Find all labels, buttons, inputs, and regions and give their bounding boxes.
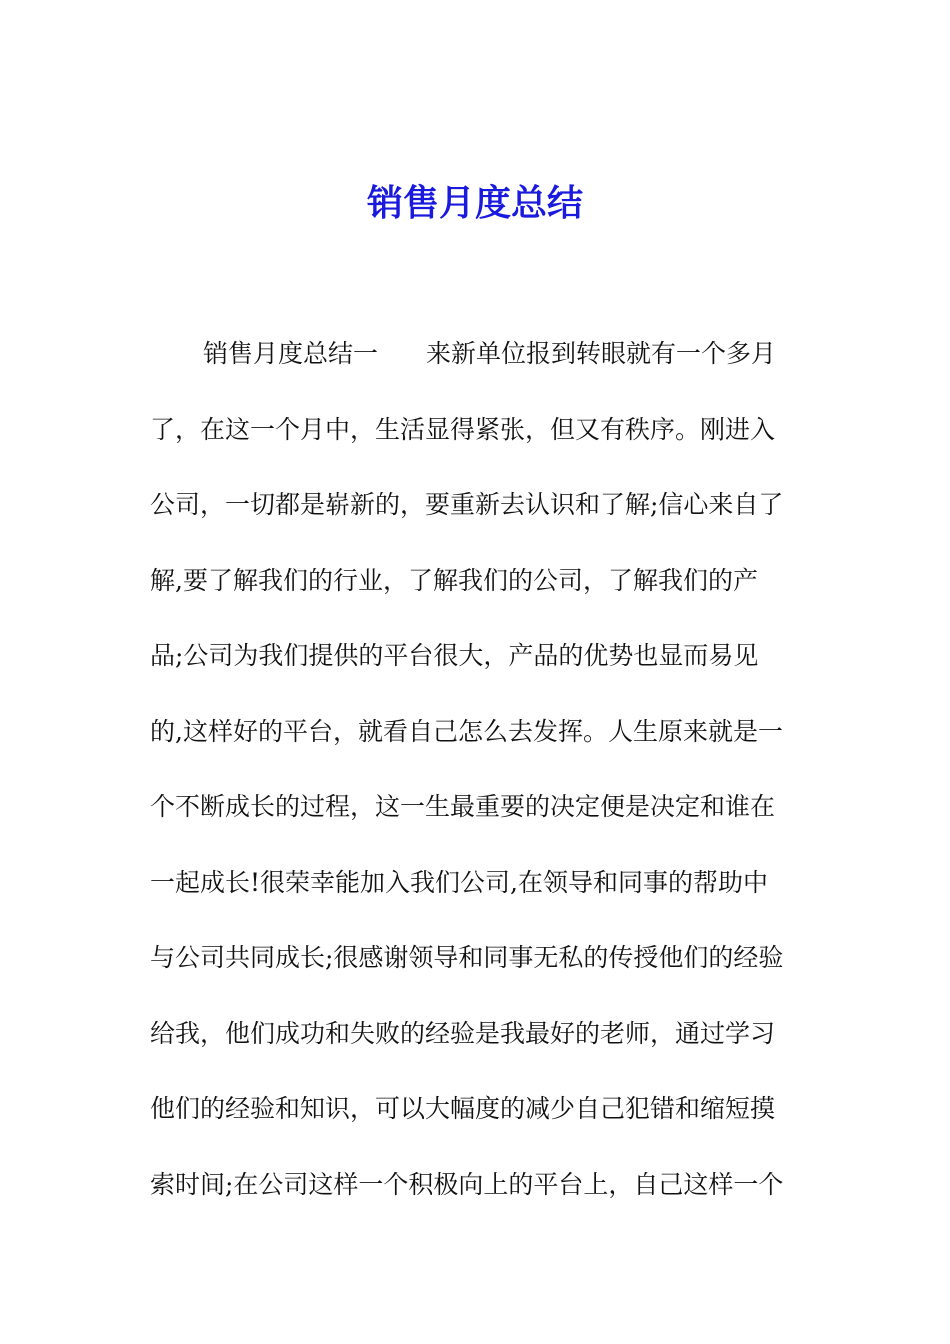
paragraph-line-9: 与公司共同成长;很感谢领导和同事无私的传授他们的经验 [150,943,784,972]
paragraph-line-3: 公司，一切都是崭新的，要重新去认识和了解;信心来自了 [150,490,784,519]
document-body [150,324,810,1230]
paragraph-line-2: 了，在这一个月中，生活显得紧张，但又有秩序。刚进入 [150,414,776,444]
paragraph-line-10: 给我，他们成功和失败的经验是我最好的老师，通过学习 [150,1018,776,1048]
section-heading: 销售月度总结一 [203,339,379,368]
paragraph-line-12: 索时间;在公司这样一个积极向上的平台上，自己这样一个 [150,1169,784,1199]
paragraph-opening: 来新单位报到转眼就有一个多月 [426,339,777,368]
document-title: 销售月度总结 [366,183,583,224]
paragraph-line-8: 一起成长!很荣幸能加入我们公司,在领导和同事的帮助中 [150,867,768,897]
paragraph-line-6: 的,这样好的平台，就看自己怎么去发挥。人生原来就是一 [150,716,783,746]
paragraph-line-1 [150,324,810,400]
paragraph-line-4: 解,要了解我们的行业，了解我们的公司，了解我们的产 [150,565,758,595]
paragraph-line-5: 品;公司为我们提供的平台很大，产品的优势也显而易见 [150,641,759,670]
paragraph-line-7: 个不断成长的过程，这一生最重要的决定便是决定和谁在 [150,792,776,821]
paragraph-line-11: 他们的经验和知识，可以大幅度的减少自己犯错和缩短摸 [150,1094,776,1123]
